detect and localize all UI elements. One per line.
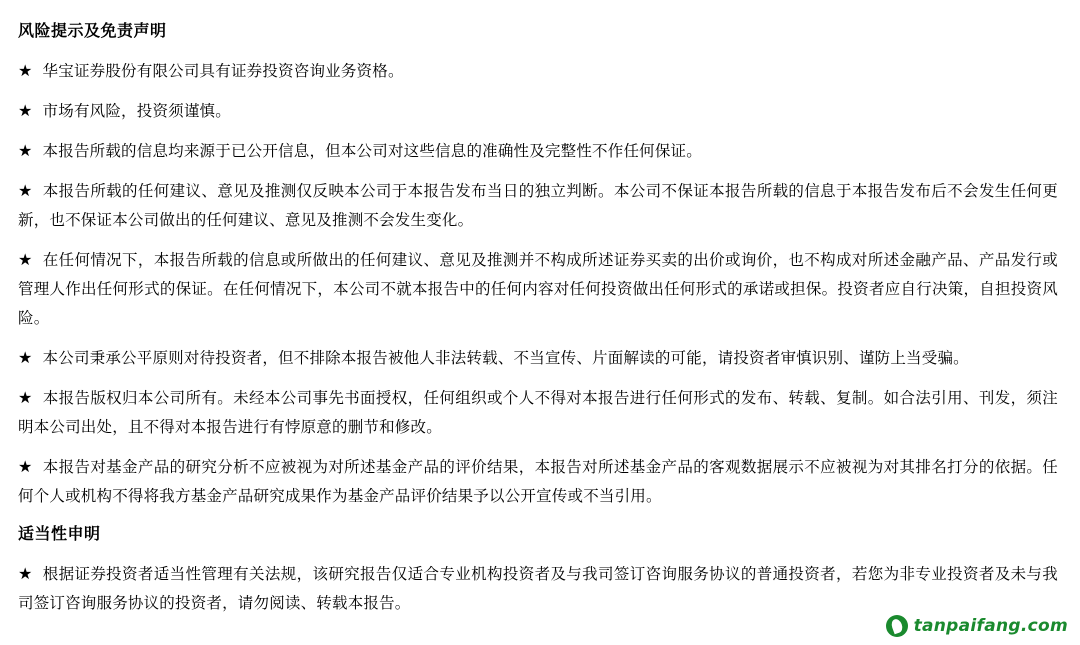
suitability-item <box>18 559 1058 618</box>
risk-item <box>18 383 1058 442</box>
suitability-section-title: 适当性申明 <box>18 524 101 543</box>
risk-item <box>18 343 1058 373</box>
disclaimer-document <box>18 18 1058 628</box>
risk-item-text: 本报告所载的信息均来源于已公开信息，但本公司对这些信息的准确性及完整性不作任何保证。 <box>42 142 702 160</box>
risk-item-text: 在任何情况下，本报告所载的信息或所做出的任何建议、意见及推测并不构成所述证券买卖的出价或询价，也不构成对所述金融产品、产品发行或管理人作出任何形式的保证。在任何情况下，本公司不就本报告中的任何内容对任何投资做出任何形式的承诺或担保。投资者应自行决策，自担投资风险。 <box>18 251 1058 327</box>
star-bullet-icon: ★ <box>18 61 33 80</box>
risk-section-title: 风险提示及免责声明 <box>18 21 167 40</box>
risk-item <box>18 96 1058 126</box>
risk-item-text: 本报告所载的任何建议、意见及推测仅反映本公司于本报告发布当日的独立判断。本公司不保证本报告所载的信息于本报告发布后不会发生任何更新，也不保证本公司做出的任何建议、意见及推测不会发生变化。 <box>18 182 1058 229</box>
star-bullet-icon: ★ <box>18 348 33 367</box>
risk-item <box>18 56 1058 86</box>
star-bullet-icon: ★ <box>18 141 33 160</box>
risk-item-text: 市场有风险，投资须谨慎。 <box>42 102 231 120</box>
risk-item <box>18 176 1058 235</box>
star-bullet-icon: ★ <box>18 388 33 407</box>
risk-item-text: 本报告对基金产品的研究分析不应被视为对所述基金产品的评价结果，本报告对所述基金产品的客观数据展示不应被视为对其排名打分的依据。任何个人或机构不得将我方基金产品研究成果作为基金产品评价结果予以公开宣传或不当引用。 <box>18 458 1058 505</box>
star-bullet-icon: ★ <box>18 101 33 120</box>
risk-item <box>18 136 1058 166</box>
star-bullet-icon: ★ <box>18 181 33 200</box>
risk-item <box>18 452 1058 511</box>
watermark <box>886 615 1068 637</box>
watermark-text: tanpaifang.com <box>913 616 1068 636</box>
risk-item-text: 华宝证券股份有限公司具有证券投资咨询业务资格。 <box>42 62 404 80</box>
star-bullet-icon: ★ <box>18 457 33 476</box>
star-bullet-icon: ★ <box>18 564 33 583</box>
star-bullet-icon: ★ <box>18 250 33 269</box>
suitability-item-text: 根据证券投资者适当性管理有关法规，该研究报告仅适合专业机构投资者及与我司签订咨询服务协议的普通投资者，若您为非专业投资者及未与我司签订咨询服务协议的投资者，请勿阅读、转载本报告。 <box>18 565 1058 612</box>
leaf-logo-icon <box>886 615 908 637</box>
risk-item <box>18 245 1058 333</box>
risk-item-text: 本报告版权归本公司所有。未经本公司事先书面授权，任何组织或个人不得对本报告进行任何形式的发布、转载、复制。如合法引用、刊发，须注明本公司出处，且不得对本报告进行有悖原意的删节和修改。 <box>18 389 1058 436</box>
risk-item-text: 本公司秉承公平原则对待投资者，但不排除本报告被他人非法转载、不当宣传、片面解读的可能，请投资者审慎识别、谨防上当受骗。 <box>42 349 969 367</box>
